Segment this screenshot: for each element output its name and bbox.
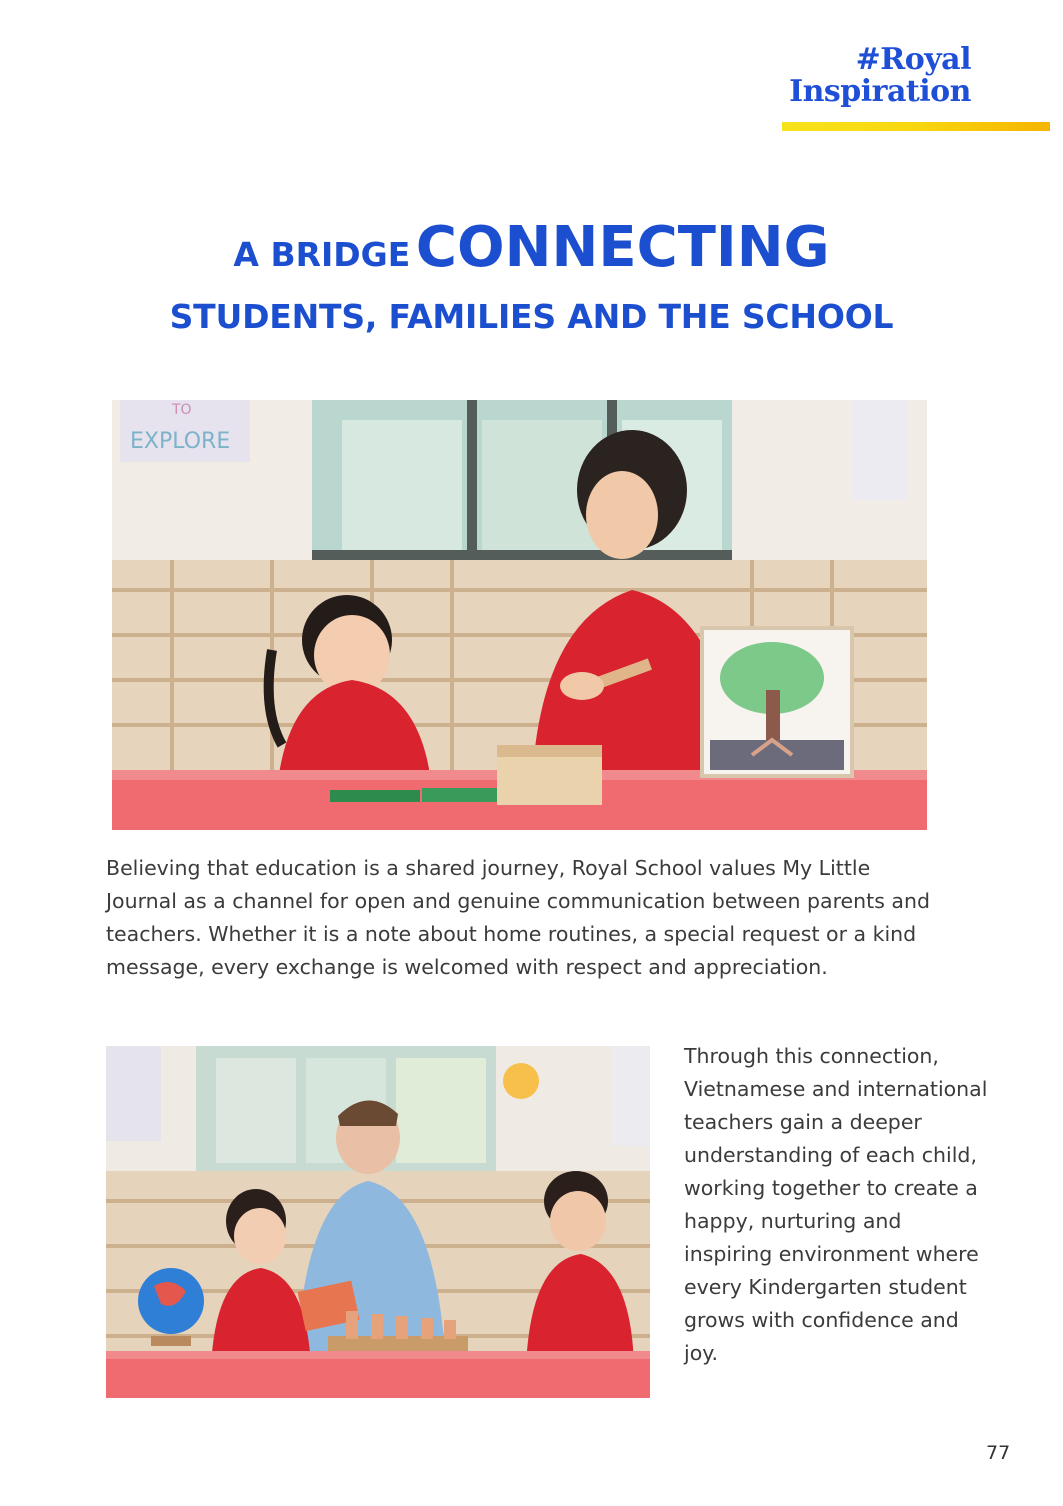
- poster-to-text: TO: [172, 402, 192, 418]
- body-paragraph-2: Through this connection, Vietnamese and international teachers gain a deeper understanding of each child, working together to create a happy, nurturing and inspiring environment where every Kindergarten student grows with confidence and joy.: [684, 1044, 988, 1365]
- page-number: 77: [986, 1442, 1011, 1464]
- poster-explore-text: EXPLORE: [130, 429, 231, 454]
- title-emphasis: CONNECTING: [415, 215, 830, 280]
- page-title: [0, 210, 1063, 339]
- title-prefix: A BRIDGE: [233, 235, 411, 274]
- classroom-photo-teacher-children: [106, 1046, 650, 1398]
- brand-line-2: Inspiration: [789, 74, 971, 109]
- brand-tagline: [789, 44, 971, 108]
- title-line-2: STUDENTS, FAMILIES AND THE SCHOOL: [169, 297, 894, 336]
- brand-line-1: #Royal: [855, 42, 971, 77]
- body-paragraph-1: Believing that education is a shared journey, Royal School values My Little Journal as a channel for open and genuine communication between parents and teachers. Whether it is a note about home routines, a special request or a kind message, every exchange is welcomed with respect and appreciation.: [106, 856, 930, 979]
- classroom-photo-teacher-girl: [112, 400, 927, 830]
- brand-underline-bar: [782, 122, 1050, 131]
